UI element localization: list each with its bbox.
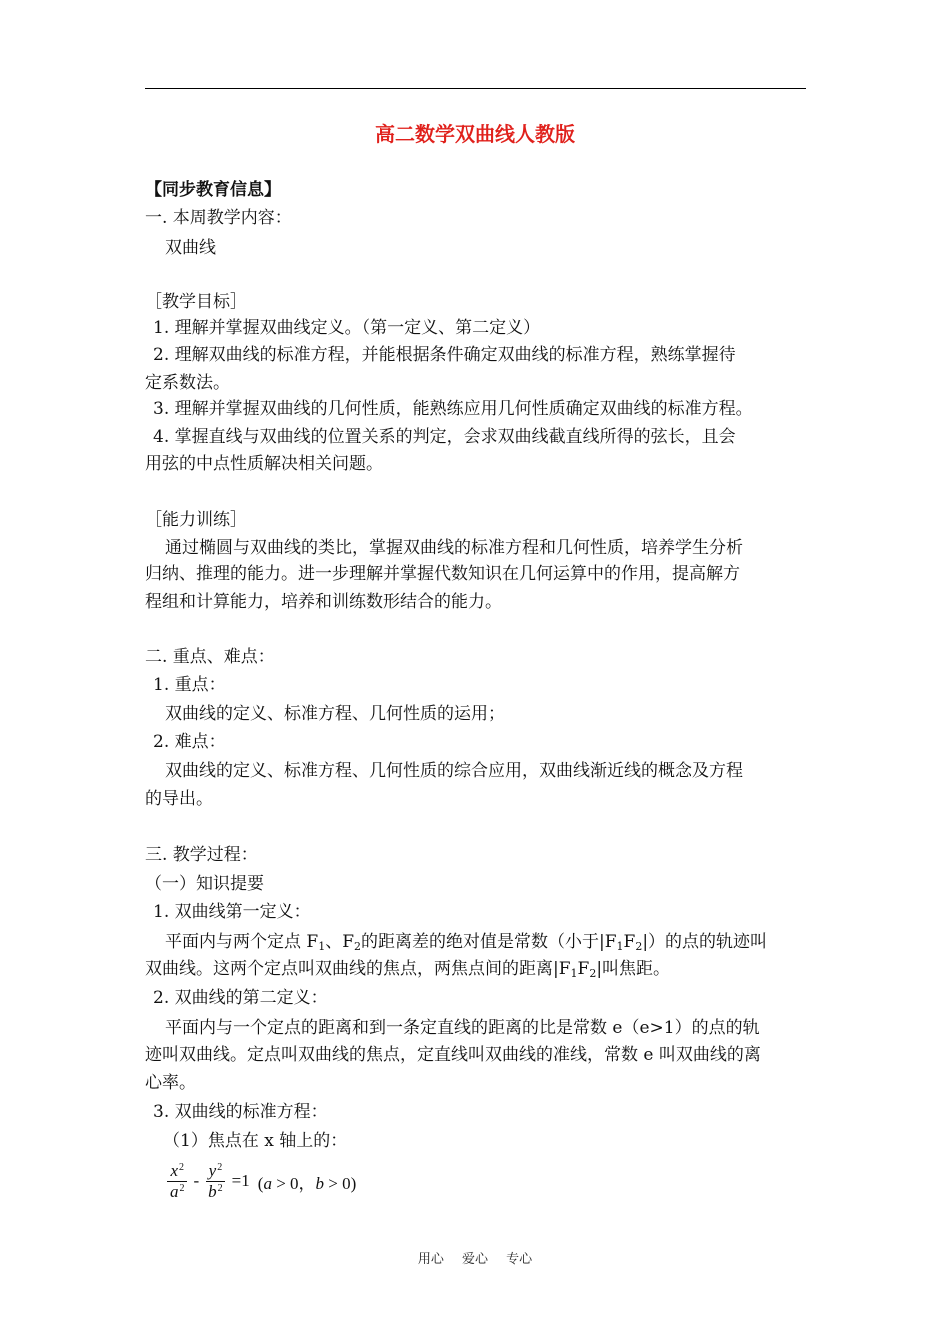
difficulty-text-1: 双曲线的定义、标准方程、几何性质的综合应用，双曲线渐近线的概念及方程 [165, 761, 743, 781]
key-point-text: 双曲线的定义、标准方程、几何性质的运用； [165, 704, 505, 724]
subheading-knowledge: （一）知识提要 [145, 874, 264, 894]
minus-sign: - [193, 1171, 200, 1190]
section-header: 【同步教育信息】 [145, 180, 281, 200]
goal-2-cont: 定系数法。 [145, 373, 230, 393]
condition: (a > 0，b > 0) [257, 1173, 357, 1193]
footer-item: 用心 [417, 1252, 444, 1267]
goal-4-cont: 用弦的中点性质解决相关问题。 [145, 454, 383, 474]
page-footer [0, 1248, 950, 1267]
std-eq-heading: 3. 双曲线的标准方程： [153, 1102, 328, 1122]
ability-para-2: 归纳、推理的能力。进一步理解并掌握代数知识在几何运算中的作用，提高解方 [145, 564, 740, 584]
fraction-x-over-a: $\frac{x^2}{a^2}$ [167, 1161, 188, 1202]
heading-process: 三. 教学过程： [145, 845, 258, 865]
key-point-label: 1. 重点： [153, 675, 226, 695]
goal-2: 2. 理解双曲线的标准方程，并能根据条件确定双曲线的标准方程，熟练掌握待 [153, 345, 736, 365]
heading-content: 一. 本周教学内容： [145, 208, 292, 228]
heading-key-points: 二. 重点、难点： [145, 647, 275, 667]
def1-line-2: 双曲线。这两个定点叫双曲线的焦点，两焦点间的距离$|F_1F_2|$叫焦距。 [145, 959, 671, 980]
heading-goals: ［教学目标］ [145, 292, 247, 312]
std-eq-case-1: （1）焦点在 x 轴上的： [163, 1131, 348, 1151]
def1-heading: 1. 双曲线第一定义： [153, 902, 311, 922]
def2-line-1: 平面内与一个定点的距离和到一条定直线的距离的比是常数 e（e>1）的点的轨 [165, 1018, 760, 1038]
equals-one: =1 [231, 1171, 250, 1190]
heading-ability: ［能力训练］ [145, 510, 247, 530]
def2-line-2: 迹叫双曲线。定点叫双曲线的焦点，定直线叫双曲线的准线，常数 e 叫双曲线的离 [145, 1045, 761, 1065]
top-rule [145, 88, 806, 89]
difficulty-text-2: 的导出。 [145, 789, 213, 809]
def2-line-3: 心率。 [145, 1073, 196, 1093]
goal-3: 3. 理解并掌握双曲线的几何性质，能熟练应用几何性质确定双曲线的标准方程。 [153, 399, 753, 419]
goal-1: 1. 理解并掌握双曲线定义。（第一定义、第二定义） [153, 318, 541, 338]
def2-heading: 2. 双曲线的第二定义： [153, 988, 328, 1008]
ability-para-1: 通过椭圆与双曲线的类比，掌握双曲线的标准方程和几何性质，培养学生分析 [165, 538, 743, 558]
difficulty-label: 2. 难点： [153, 732, 226, 752]
footer-item: 爱心 [461, 1252, 488, 1267]
footer-item: 专心 [506, 1252, 533, 1267]
content-topic: 双曲线 [165, 238, 216, 258]
def1-line-1: 平面内与两个定点 $F_1$、$F_2$的距离差的绝对值是常数（小于$|F_1F_2|$）的点的轨迹叫 [165, 932, 768, 953]
hyperbola-equation [165, 1156, 356, 1206]
document-title: 高二数学双曲线人教版 [375, 122, 575, 146]
fraction-y-over-b: $\frac{y^2}{b^2}$ [205, 1161, 226, 1202]
ability-para-3: 程组和计算能力，培养和训练数形结合的能力。 [145, 592, 502, 612]
goal-4: 4. 掌握直线与双曲线的位置关系的判定，会求双曲线截直线所得的弦长，且会 [153, 427, 736, 447]
